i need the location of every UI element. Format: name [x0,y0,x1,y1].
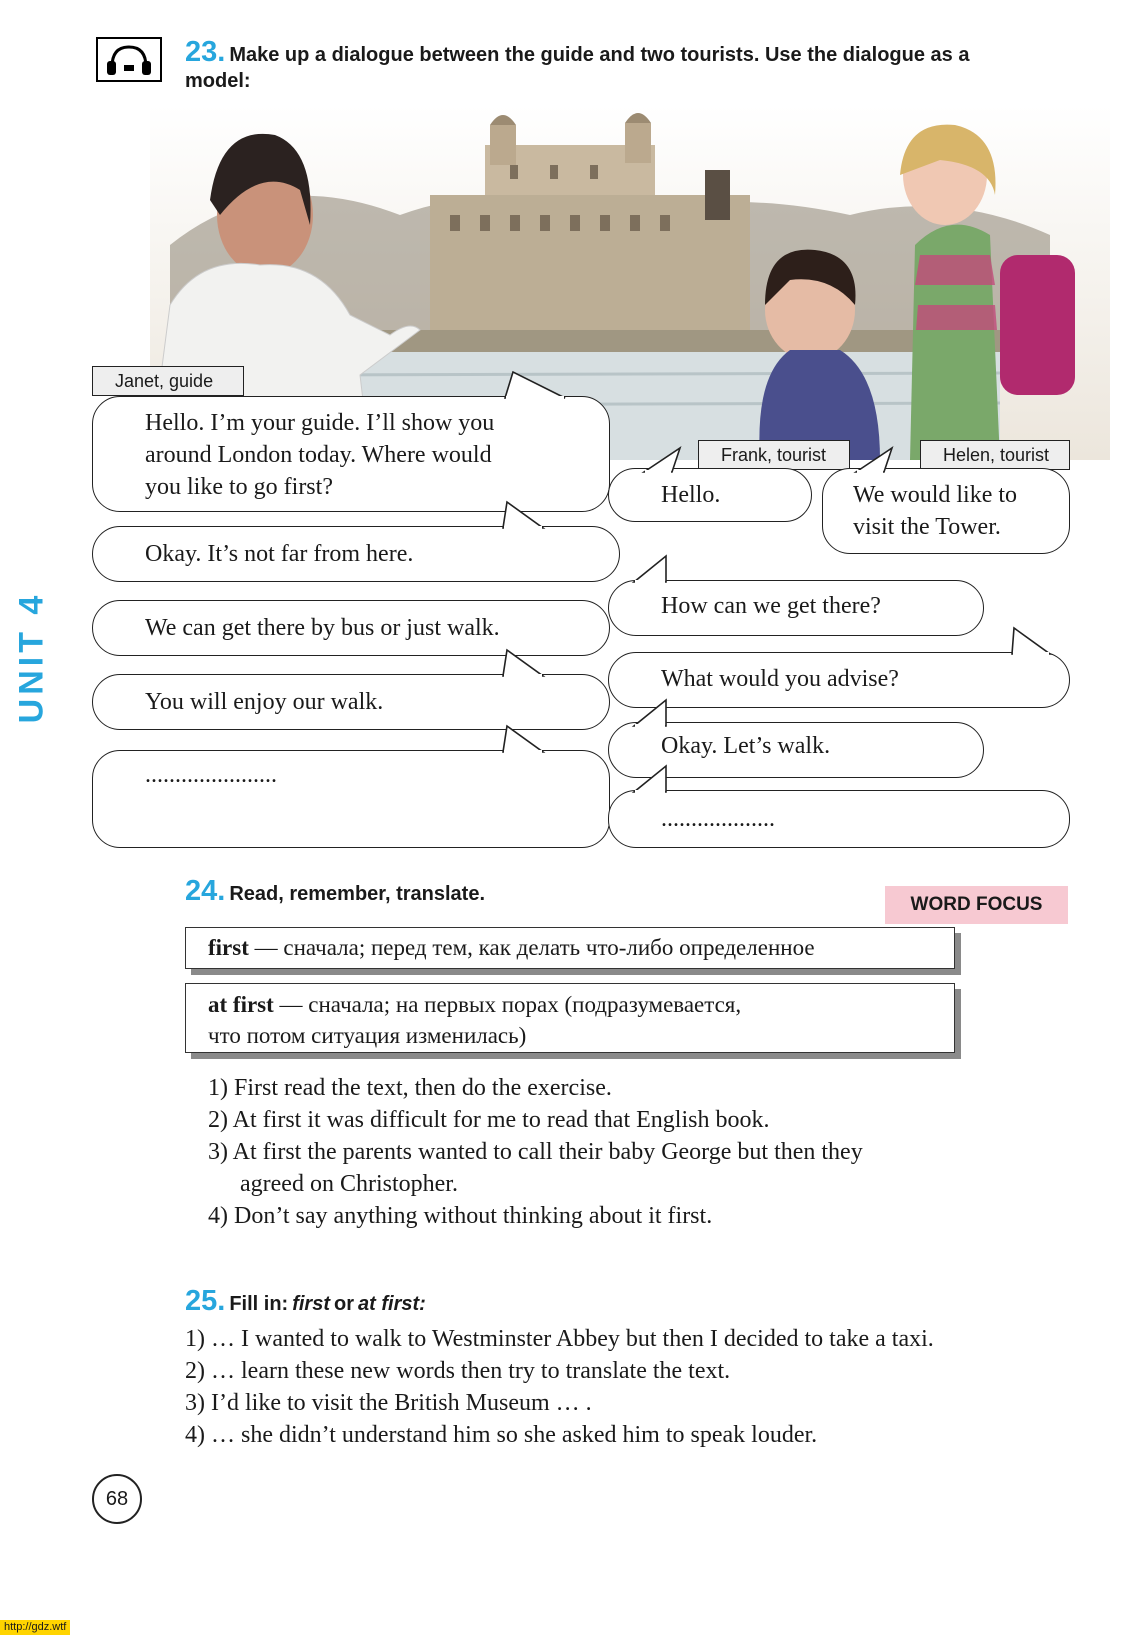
exercise-23-number: 23. [185,36,226,68]
definition-cont: что потом ситуация изменилась) [208,1023,527,1048]
bubble-text: you like to go first? [145,474,333,500]
bubble-text: ................... [661,806,775,832]
speaker-tag-helen: Helen, tourist [920,440,1070,470]
unit-side-label [0,590,80,730]
bubble-tail [630,764,680,792]
word-focus-entry-at-first [185,983,955,1053]
bubble-text: Hello. [661,482,721,508]
bubble-text: What would you advise? [661,666,899,692]
bubble-text: Hello. I’m your guide. I’ll show you [145,410,495,436]
exercise-25-sentences [185,1323,1085,1451]
term: first [208,935,249,960]
bubble-text: We can get there by bus or just walk. [145,615,500,641]
bubble-tail [495,502,555,528]
page-number: 68 [92,1474,142,1524]
speech-bubble-janet-4 [92,674,610,730]
speech-bubble-janet-3 [92,600,610,656]
speech-bubble-tourist-blank [608,790,1070,848]
bubble-tail [495,372,585,398]
exercise-24-heading [185,875,485,908]
speech-bubble-janet-2 [92,526,620,582]
instruction-at-first: at first: [358,1293,426,1315]
bubble-tail [640,446,690,472]
speaker-tag-janet: Janet, guide [92,366,244,396]
definition: — сначала; перед тем, как делать что-либо определенное [254,935,815,960]
list-item: 4) Don’t say anything without thinking about it first. [208,1203,713,1229]
bubble-text: We would like to [853,482,1018,508]
exercise-25-number: 25. [185,1285,226,1317]
unit-label-text: UNIT 4 [12,591,51,724]
bubble-tail [1006,626,1066,654]
definition: — сначала; на первых порах (подразумевается, [279,992,742,1017]
list-item: 4) … she didn’t understand him so she asked him to speak louder. [185,1422,818,1448]
bubble-tail [495,726,555,752]
exercise-25-instruction: Fill in: [229,1293,289,1315]
speech-bubble-janet-1 [92,396,610,512]
bubble-text: ...................... [145,762,277,788]
bubble-text: visit the Tower. [853,514,1001,540]
exercise-24-examples [208,1072,1048,1232]
speech-bubble-frank-2 [608,580,984,636]
word-focus-entry-first [185,927,955,969]
bubble-text: How can we get there? [661,593,881,619]
bubble-text: Okay. Let’s walk. [661,733,831,759]
exercise-23-instruction: Make up a dialogue between the guide and two tourists. Use the dialogue as a [229,44,970,66]
list-item: 3) At first the parents wanted to call their baby George but then they [208,1139,863,1165]
bubble-tail [630,698,680,726]
bubble-tail [852,446,902,472]
bubble-text: around London today. Where would [145,442,492,468]
list-item-cont: agreed on Christopher. [240,1171,458,1197]
list-item: 2) At first it was difficult for me to read that English book. [208,1107,770,1133]
exercise-23-heading [185,36,1085,69]
term: at first [208,992,274,1017]
bubble-tail [495,650,555,676]
bubble-text: You will enjoy our walk. [145,689,384,715]
speech-bubble-helen-1 [822,468,1070,554]
watermark: http://gdz.wtf [0,1620,70,1635]
instruction-first: first [292,1293,331,1315]
speaker-tag-frank: Frank, tourist [698,440,850,470]
exercise-24-instruction: Read, remember, translate. [229,883,486,905]
instruction-or: or [334,1293,355,1315]
exercise-25-heading [185,1285,426,1318]
list-item: 1) First read the text, then do the exercise. [208,1075,612,1101]
list-item: 1) … I wanted to walk to Westminster Abbey but then I decided to take a taxi. [185,1326,934,1352]
list-item: 3) I’d like to visit the British Museum … . [185,1390,592,1416]
exercise-23-instruction-cont: model: [185,70,251,92]
bubble-tail [630,554,680,582]
list-item: 2) … learn these new words then try to translate the text. [185,1358,731,1384]
speech-bubble-janet-blank [92,750,610,848]
bubble-text: Okay. It’s not far from here. [145,541,414,567]
speech-bubble-frank-1 [608,468,812,522]
word-focus-badge: WORD FOCUS [885,886,1068,924]
headphones-icon [96,37,162,82]
exercise-24-number: 24. [185,875,226,907]
